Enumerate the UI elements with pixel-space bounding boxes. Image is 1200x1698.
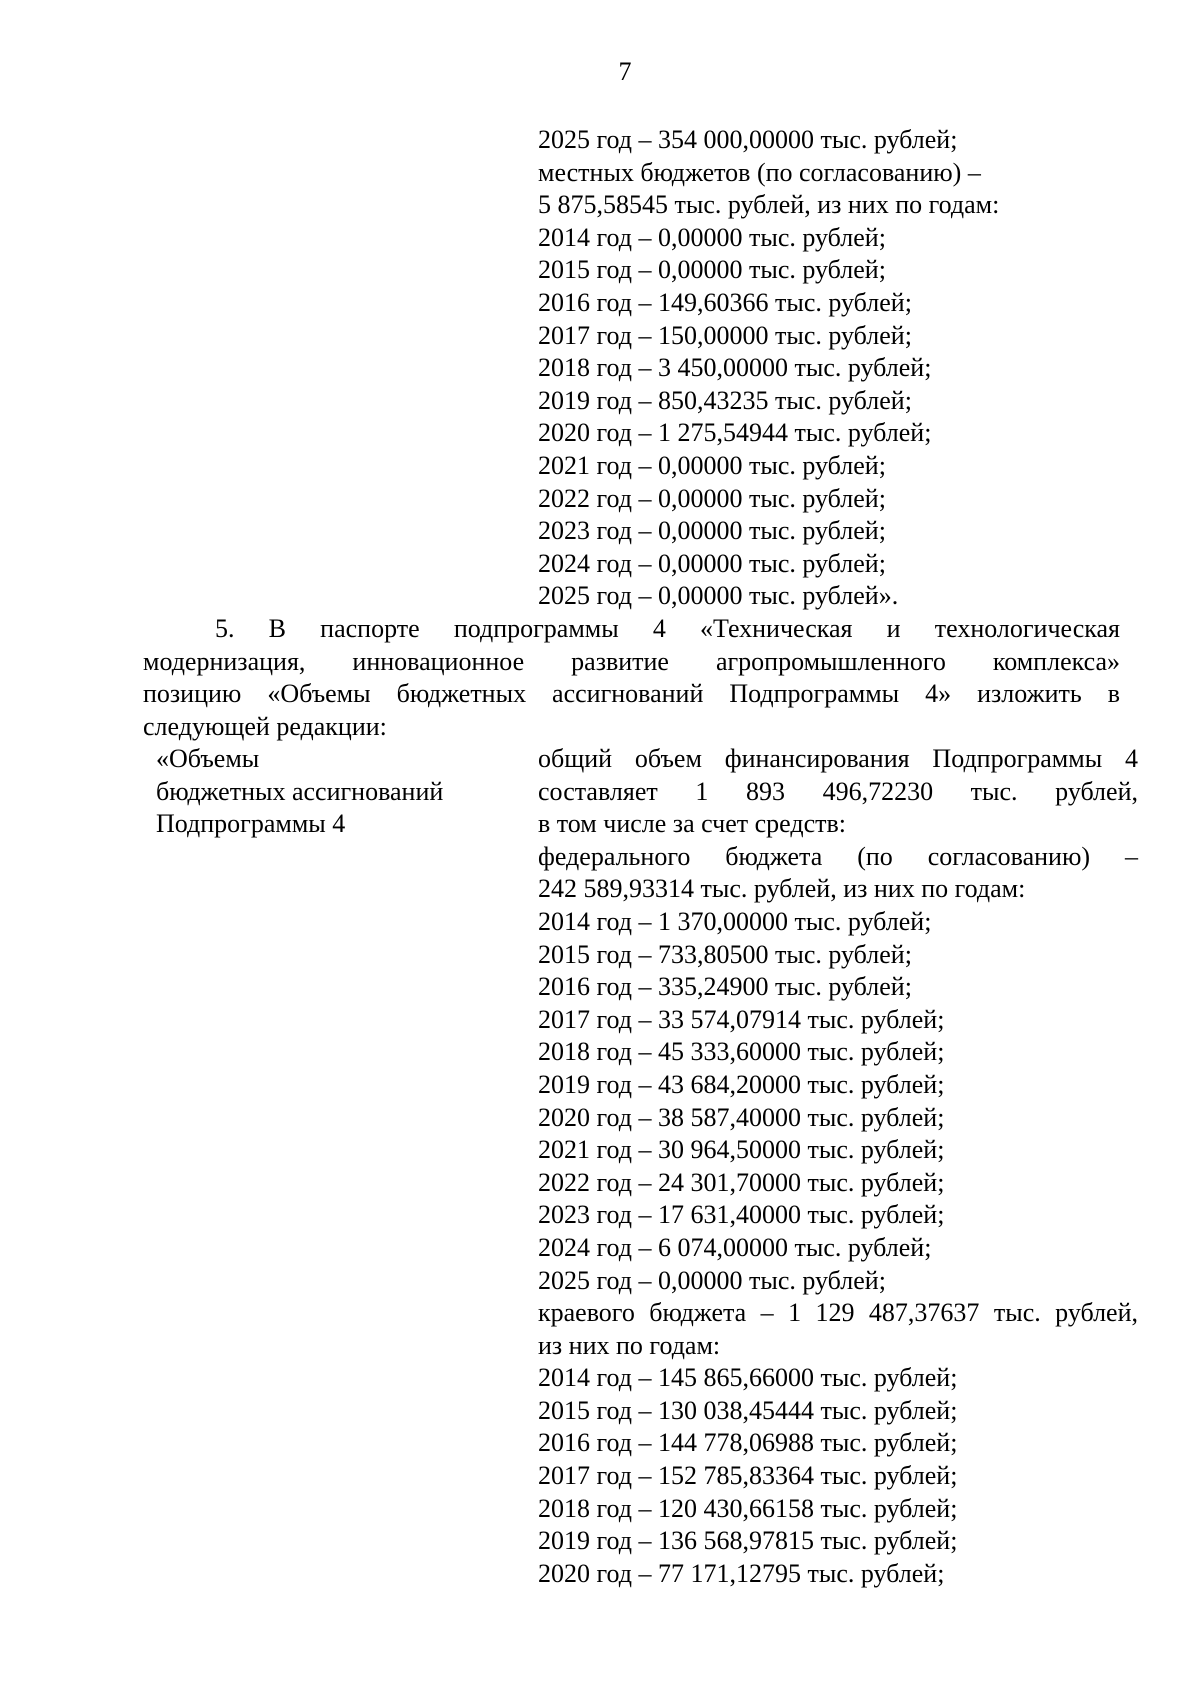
text-line: 2016 год – 149,60366 тыс. рублей; (538, 287, 912, 317)
value-line: 2016 год – 335,24900 тыс. рублей; (538, 972, 912, 1002)
text-line: 2025 год – 354 000,00000 тыс. рублей; (538, 125, 958, 154)
value-line: 2019 год – 43 684,20000 тыс. рублей; (538, 1069, 945, 1099)
text-line: 5 875,58545 тыс. рублей, из них по годам: (538, 190, 1000, 220)
value-line: составляет 1 893 496,72230 тыс. рублей, (538, 776, 1138, 806)
value-line: 2016 год – 144 778,06988 тыс. рублей; (538, 1428, 958, 1458)
paragraph-line: позицию «Объемы бюджетных ассигнований Подпрограммы 4» изложить в (143, 679, 1120, 709)
value-line: 2015 год – 733,80500 тыс. рублей; (538, 939, 912, 969)
text-line: 2015 год – 0,00000 тыс. рублей; (538, 255, 886, 285)
value-line: 2018 год – 120 430,66158 тыс. рублей; (538, 1493, 958, 1523)
value-line: краевого бюджета – 1 129 487,37637 тыс. рублей, (538, 1298, 1138, 1328)
text-line: 2022 год – 0,00000 тыс. рублей; (538, 483, 886, 513)
value-line: 2024 год – 6 074,00000 тыс. рублей; (538, 1232, 932, 1262)
value-line: 2018 год – 45 333,60000 тыс. рублей; (538, 1037, 945, 1067)
text-line: 2023 год – 0,00000 тыс. рублей; (538, 516, 886, 546)
local-budgets-block (538, 124, 1138, 613)
value-line: 2022 год – 24 301,70000 тыс. рублей; (538, 1167, 945, 1197)
paragraph-line: следующей редакции: (143, 711, 387, 741)
value-line: 2020 год – 77 171,12795 тыс. рублей; (538, 1558, 945, 1588)
text-line: местных бюджетов (по согласованию) – (538, 157, 981, 187)
label-line: бюджетных ассигнований (156, 776, 444, 806)
value-line: из них по годам: (538, 1330, 721, 1360)
text-line: 2017 год – 150,00000 тыс. рублей; (538, 320, 912, 350)
value-line: 2023 год – 17 631,40000 тыс. рублей; (538, 1200, 945, 1230)
value-line: 2021 год – 30 964,50000 тыс. рублей; (538, 1135, 945, 1165)
paragraph-line: 5. В паспорте подпрограммы 4 «Техническая и технологическая (215, 614, 1120, 643)
paragraph-line: модернизация, инновационное развитие агропромышленного комплекса» (143, 646, 1120, 676)
value-line: 2014 год – 145 865,66000 тыс. рублей; (538, 1363, 958, 1393)
value-line: федерального бюджета (по согласованию) – (538, 841, 1138, 871)
value-line: 2014 год – 1 370,00000 тыс. рублей; (538, 906, 932, 936)
value-line: 2015 год – 130 038,45444 тыс. рублей; (538, 1395, 958, 1425)
value-line: 2020 год – 38 587,40000 тыс. рублей; (538, 1102, 945, 1132)
text-line: 2014 год – 0,00000 тыс. рублей; (538, 222, 886, 252)
label-line: Подпрограммы 4 (156, 809, 346, 839)
value-line: в том числе за счет средств: (538, 809, 846, 839)
value-line: 2017 год – 152 785,83364 тыс. рублей; (538, 1461, 958, 1491)
text-line: 2018 год – 3 450,00000 тыс. рублей; (538, 353, 932, 383)
value-line: 2025 год – 0,00000 тыс. рублей; (538, 1265, 886, 1295)
position-value (538, 743, 1138, 1590)
text-line: 2020 год – 1 275,54944 тыс. рублей; (538, 418, 932, 448)
value-line: 242 589,93314 тыс. рублей, из них по годам: (538, 874, 1026, 904)
paragraph-5 (143, 613, 1120, 743)
position-label (156, 743, 516, 841)
value-line: 2019 год – 136 568,97815 тыс. рублей; (538, 1526, 958, 1556)
text-line: 2025 год – 0,00000 тыс. рублей». (538, 581, 899, 611)
value-line: 2017 год – 33 574,07914 тыс. рублей; (538, 1004, 945, 1034)
value-line: общий объем финансирования Подпрограммы 4 (538, 744, 1138, 773)
text-line: 2019 год – 850,43235 тыс. рублей; (538, 385, 912, 415)
text-line: 2024 год – 0,00000 тыс. рублей; (538, 548, 886, 578)
text-line: 2021 год – 0,00000 тыс. рублей; (538, 450, 886, 480)
page-number: 7 (618, 57, 632, 86)
label-line: «Объемы (156, 744, 260, 773)
